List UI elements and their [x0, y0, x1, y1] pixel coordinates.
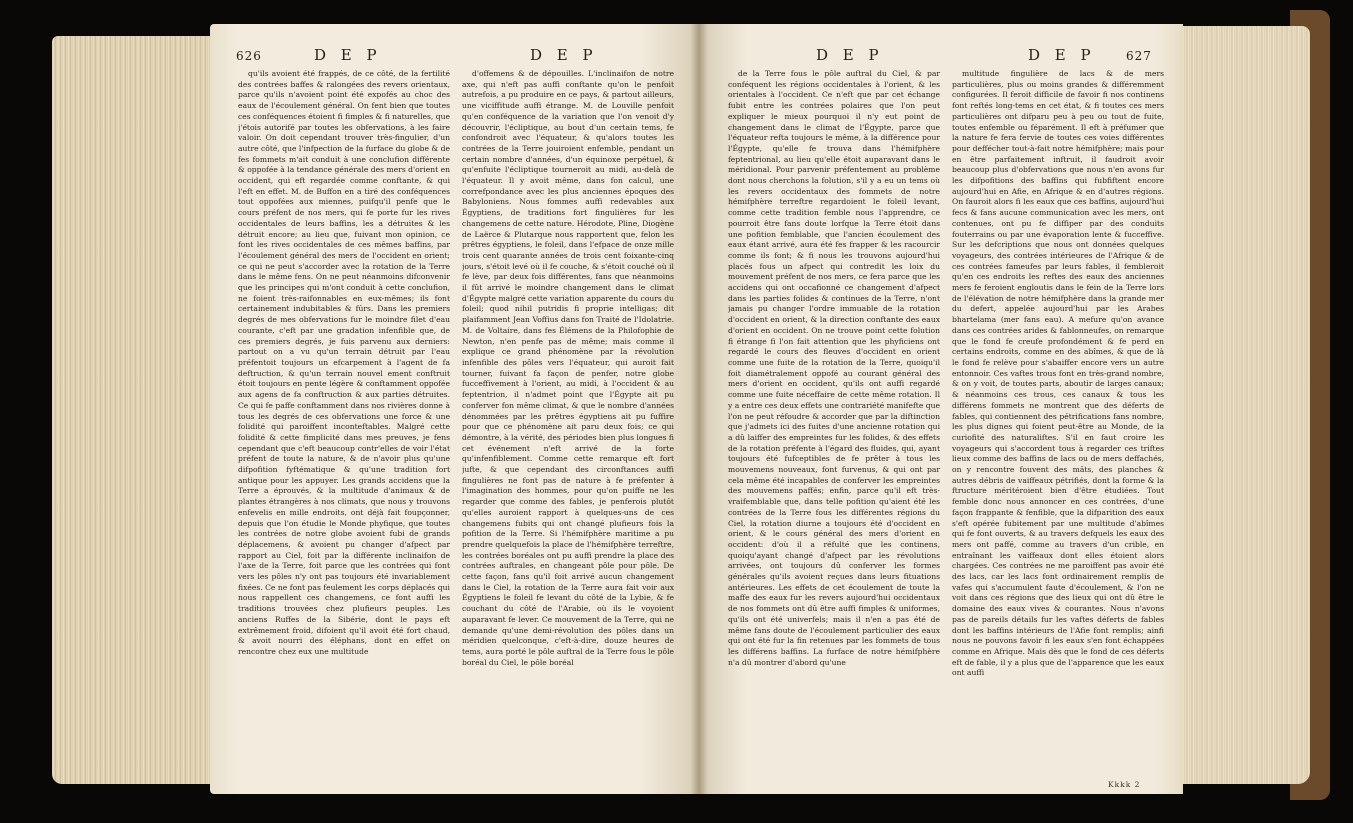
right-page-number: 627 — [1126, 49, 1152, 63]
signature-mark: Kkkk 2 — [1108, 780, 1141, 789]
left-column-1-text: qu'ils avoient été frappés, de ce côté, de la fertilité des contrées baffes & ralongées des revers orientaux, parce qu'ils n'avoient point été expofés au choc des eaux de l'écoulement général. On fent bien que toutes ces conféquences étoient fi fimples & fi naturelles, que j'étois autorifé par toutes les obfervations, à les faire valoir. On doit cependant trouver très-fingulier, d'un autre côté, que l'infpection de la furface du globe & de fes fommets m'ait conduit à une conclufion différente & oppofée à la tendance générale des mers d'orient en occident, qui eft regardée comme conftante, & qui l'eft en effet. M. de Buffon en a tiré des conféquences tout oppofées aux miennes, puifqu'il penfe que le cours préfent de nos mers, qui fe porte fur les rives occidentales de leurs baffins, les a détruites & les détruit encore; au lieu que, fuivant mon opinion, ce font les rives occidentales de ces mêmes baffins, par l'écoulement général des mers de l'occident en orient; ce qui ne peut s'accorder avec la rotation de la Terre dans le même fens. On ne peut néanmoins difconvenir que les principes qui m'ont conduit à cette conclufion, ne foient très-raifonnables en eux-mêmes; ils font certainement indubitables & fûrs. Dans les premiers degrés de mes obfervations fur le moindre filet d'eau courante, c'eft par une gradation infenfible que, de ces premiers degrés, je fuis parvenu aux derniers: partout on a vu qu'un terrain détruit par l'eau préfentoit toujours un efcarpement à l'agent de fa deftruction, & qu'un terrain nouvel ement conftruit étoit toujours en pente légère & conftamment oppofée aux agens de fa conftruction & aux parties détruites. Ce qui fe paffe conftamment dans nos rivières donne à tous les degrés de ces obfervations une force & une folidité qui paroiffent inconteftables. Malgré cette folidité & cette fimplicité dans mes preuves, je fens cependant que c'eft beaucoup contr'elles de voir l'état préfent de toute la nature, & de n'avoir plus qu'une difpofition fyftématique & qu'une tradition fort antique pour les appuyer. Les grands accidens que la Terre a éprouvés, & la multitude d'animaux & de plantes étrangères à nos climats, que nous y trouvons enfevelis en mille endroits, ont déjà fait foupçonner, depuis que l'on étudie le Monde phyfique, que toutes les contrées de notre globe avoient fubi de grands déplacemens, & avoient pu changer d'afpect par rapport au Ciel, foit par la différente inclinaifon de l'axe de la Terre, foit parce que les contrées qui font vers les pôles n'y ont pas toujours été invariablement fixées. Ce ne font pas feulement les corps déplacés qui nous rappellent ces changemens, ce font auffi les traditions trouvées chez plufieurs peuples. Les anciens Ruffes de la Sibérie, dont le pays eft extrêmement froid, difoient qu'il avoit été fort chaud, & avoit nourri des éléphans, dont en effet on rencontre chez eux une multitude — [238, 69, 450, 656]
right-page — [698, 24, 1183, 794]
right-column-1-text: de la Terre fous le pôle auftral du Ciel, & par conféquent les régions occidentales à l'orient, & les orientales à l'occident. Ce n'eft que par cet échange fubit entre les contrées polaires que l'on peut expliquer le mieux pourquoi il n'y eut point de changement dans le climat de l'Égypte, parce que l'équateur refta toujours le même, à la différence pour l'Égypte, qu'elle fe trouva dans l'hémifphère feptentrional, au lieu qu'elle étoit auparavant dans le méridional. Pour parvenir préfentement au problème dont nous cherchons la folution, s'il y a eu un tems où les revers occidentaux des fommets de notre hémifphère terreftre regardoient le foleil levant, comme cette tradition femble nous l'apprendre, ce pourroit être fans doute lorfque la Terre étoit dans une pofition femblable, que l'ancien écoulement des eaux étant arrivé, aura été fes frapper & les racourcir comme ils font; & fi nous les trouvons aujourd'hui placés fous un afpect qui contredit les loix du mouvement préfent de nos mers, ce fera parce que les accidens qui ont occafionné ce changement d'afpect dans les parties folides & continues de la Terre, n'ont jamais pu changer l'ordre immuable de la rotation d'occident en orient, & la direction conftante des eaux d'orient en occident. On ne trouve point cette folution fi étrange fi l'on fait attention que les phyficiens ont regardé le cours des fleuves d'occident en orient comme une fuite de la rotation de la Terre, quoiqu'il foit diamétralement oppofé au courant général des mers d'orient en occident, qu'ils ont auffi regardé comme une fuite néceffaire de cette même rotation. Il y a entre ces deux effets une contrariété manifefte que l'on ne peut réfoudre & accorder que par la diftinction que j'admets ici des fuites d'une ancienne rotation qui a dû laiffer des empreintes fur les folides, & des effets de la rotation préfente à l'égard des fluides, qui, ayant toujours été fufceptibles de fe prêter à tous les mouvemens nouveaux, font furvenus, & qui ont par cela même été incapables de conferver les empreintes des mouvemens paffés; enfin, parce qu'il eft très-vraifemblable que, dans telle pofition qu'aient été les contrées de la Terre fous les différentes régions du Ciel, la rotation diurne a toujours été d'occident en orient, & le cours général des mers d'orient en occident: d'où il a réfulté que les continens, quoiqu'ayant changé d'afpect par les révolutions arrivées, ont toujours dû conferver les formes générales qu'ils avoient reçues dans leurs fituations antérieures. Les effets de cet écoulement de toute la maffe des eaux fur les revers aujourd'hui occidentaux de nos fommets ont dû être auffi fimples & uniformes, qu'ils ont été univerfels; mais il n'en a pas été de même fans doute de l'écoulement particulier des eaux qui ont été fur la fin retenues par les fommets de tous les différens baffins. La furface de notre hémifphère n'a dû montrer d'abord qu'une — [728, 69, 940, 667]
left-page-edges — [52, 36, 230, 784]
left-column-2-text: d'offemens & de dépouilles. L'inclinaifon de notre axe, qui n'eft pas auffi conftante qu'on le penfoit autrefois, a pu produire en ce pays, & partout ailleurs, une viciffitude auffi étrange. M. de Louville penfoit qu'en conféquence de la variation que l'on venoit d'y découvrir, l'écliptique, au bout d'un certain tems, fe confondroit avec l'équateur, & qu'alors toutes les contrées de la Terre jouiroient enfemble, pendant un certain nombre d'années, d'un équinoxe perpétuel, & qu'enfuite l'écliptique tourneroit au midi, au-delà de l'équateur. Il y avoit même, dans fon calcul, une correfpondance avec les plus anciennes époques des Babyloniens. Nous fommes auffi redevables aux Égyptiens, de traditions fort fingulières fur les changemens de cette nature. Hérodote, Pline, Diogène de Laërce & Plutarque nous rapportent que, felon les prêtres égyptiens, le foleil, dans l'efpace de onze mille trois cent quarante années de trois cent foixante-cinq jours, s'étoit levé où il fe couche, & s'étoit couché où il fe lève, par deux fois différentes, fans que néanmoins il fût arrivé le moindre changement dans le climat d'Égypte malgré cette variation apparente du cours du foleil; quod nihil putridis fi proprie intelligas; dit plaifamment Jean Voffius dans fon Traité de l'Idolatrie. M. de Voltaire, dans fes Élémens de la Philofophie de Newton, n'en penfe pas de même; mais comme il explique ce grand phénomène par la révolution infenfible des pôles vers l'équateur, qui auroit fait tourner, fuivant fa façon de penfer, notre globe fucceffivement à l'orient, au midi, à l'occident & au feptentrion, il n'admet point que l'Égypte ait pu conferver fon même climat, & que le nombre d'années dénommées par les prêtres égyptiens ait pu fuffire pour que ce phénomène ait paru deux fois; ce qui démontre, à la vérité, des périodes bien plus longues fi cet événement n'eft arrivé de la forte qu'infenfiblement. Comme cette remarque eft fort jufte, & que cependant des circonftances auffi fingulières ne font pas de nature à fe préfenter à l'imagination des hommes, pour qu'on puiffe ne les regarder que comme des fables, je penferois plutôt qu'elles auroient rapport à quelques-uns de ces changemens fubits qui ont changé plufieurs fois la pofition de la Terre. Si l'hémifphère maritime a pu prendre quelquefois la place de l'hémifphère terreftre, les contrées boréales ont pu auffi prendre la place des contrées auftrales, en changeant pôle pour pôle. De cette façon, fans qu'il foit arrivé aucun changement dans le Ciel, la rotation de la Terre aura fait voir aux Égyptiens le foleil fe levant du côté de la Lybie, & fe couchant du côté de l'Arabie, où ils le voyoient auparavant fe lever. Ce mouvement de la Terre, qui ne demande qu'une demi-révolution des pôles dans un méridien quelconque, c'eft-à-dire, douze heures de tems, aura porté le pôle auftral de la Terre fous le pôle boréal du Ciel, le pôle boréal — [462, 69, 674, 667]
left-running-head: D E P — [314, 46, 382, 64]
left-running-head-2: D E P — [530, 46, 598, 64]
right-column-2-text: multitude fingulière de lacs & de mers particulières, plus ou moins grandes & différemment configurées. Il feroit difficile de favoir fi nos continens font reftés long-tems en cet état, & fi toutes ces mers particulières ont difparu peu à peu ou tout de fuite, toutes enfemble ou féparément. Il eft à préfumer que la nature fe fera fervie de toutes ces voies différentes pour deffécher tout-à-fait notre hémifphère; mais pour en être parfaitement inftruit, il faudroit avoir beaucoup plus d'obfervations que nous n'en avons fur les difpofitions des baffins qui fubfiftent encore aujourd'hui en Afie, en Afrique & en d'autres régions. On fauroit alors fi les eaux que ces baffins, aujourd'hui fecs & fans aucune communication avec les mers, ont contenues, ont pu fe diffiper par des conduits fouterrains ou par une évaporation lente & fucceffive. Sur les defcriptions que nous ont données quelques voyageurs, des contrées intérieures de l'Afrique & de ces contrées fameufes par leurs fables, il fembleroit qu'en ces endroits les reftes des eaux des anciennes mers fe feroient engloutis dans le fein de la Terre lors de l'élévation de notre hémifphère dans la grande mer du defert, appelée aujourd'hui par les Arabes bhartelama (mer fans eau). A mefure qu'on avance dans ces contrées arides & fablonneufes, on remarque que le fond fe creufe profondément & fe perd en certains endroits, comme en des abîmes, & que de là le fond fe relève pour s'abaiffer encore vers un autre entonnoir. Ces vaftes trous font en très-grand nombre, & on y voit, de toutes parts, aboutir de larges canaux; & néanmoins ces trous, ces canaux & tous les différens fommets ne montrent que des déferts de fables, qui contiennent des pétrifications fans nombre, les plus dignes qui foient peut-être au Monde, de la curiofité des naturaliftes. S'il en faut croire les voyageurs qui s'accordent tous à regarder ces triftes lieux comme des baffins de lacs ou de mers deffachés, on y rencontre fouvent des mâts, des planches & autres débris de vaiffeaux pétrifiés, dont la forme & la ftructure méritéroient bien d'être étudiées. Tout femble donc nous annoncer en ces contrées, d'une façon frappante & fenfible, que la difparition des eaux s'eft opérée fubitement par une multitude d'abîmes qui fe font ouverts, & au travers defquels les eaux des mers ont paffé, comme au travers d'un crible, en entraînant les vaiffeaux dont elles étoient alors chargées. Ces contrées ne me paroiffent pas avoir été des lacs, car les lacs font ordinairement remplis de vafes qui s'accumulent faute d'écoulement, & l'on ne voit dans ces régions que des lieux qui ont dû être le domaine des eaux vives & courantes. Nous n'avons pas de pareils détails fur les vaftes déferts de fables dont les baffins intérieurs de l'Afie font remplis; ainfi nous ne pouvons favoir fi les eaux s'en font échappées comme en Afrique. Mais dès que le fond de ces déferts eft de fable, il y a plus que de l'apparence que les eaux ont auffi — [952, 69, 1164, 678]
right-column-2 — [952, 69, 1164, 779]
left-page — [210, 24, 698, 794]
book-gutter — [690, 24, 708, 794]
left-page-number: 626 — [236, 49, 262, 63]
left-column-2 — [462, 69, 674, 779]
left-column-1 — [238, 69, 450, 779]
right-column-1 — [728, 69, 940, 779]
right-running-head-2: D E P — [1028, 46, 1096, 64]
right-running-head: D E P — [816, 46, 884, 64]
